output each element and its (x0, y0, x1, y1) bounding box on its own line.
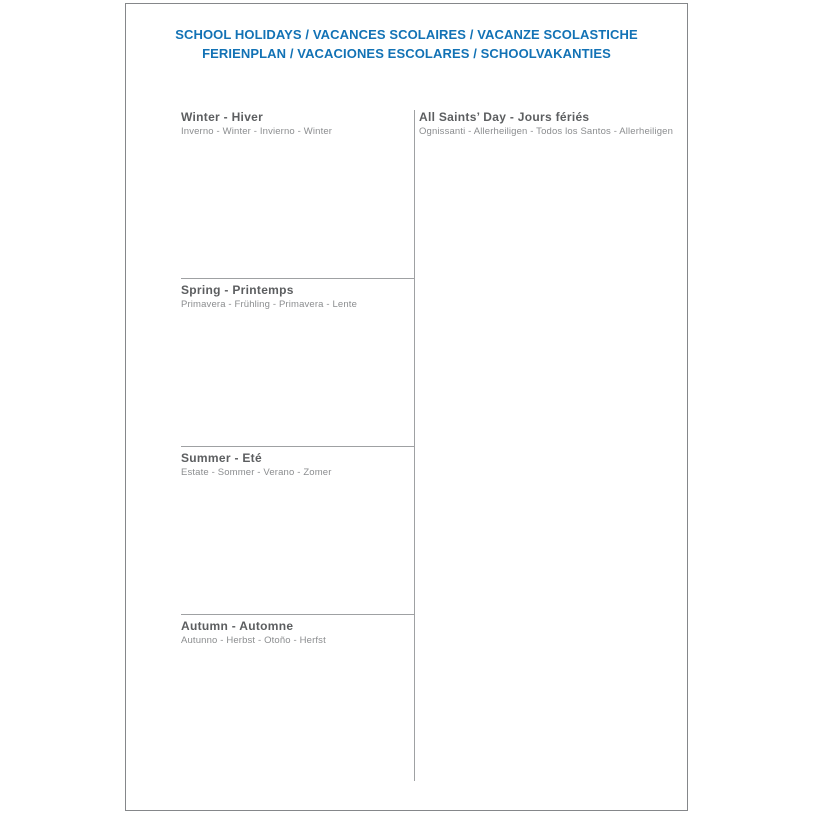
section-spring-subheading: Primavera - Frühling - Primavera - Lente (181, 299, 357, 310)
section-winter-subheading: Inverno - Winter - Invierno - Winter (181, 126, 333, 137)
section-winter (181, 110, 414, 278)
section-summer-notes-area (181, 479, 414, 599)
page-title (126, 26, 687, 63)
section-all-saints-day-notes-area (419, 138, 671, 258)
column-divider-line (414, 110, 415, 781)
section-autumn (181, 614, 414, 781)
section-summer-subheading: Estate - Sommer - Verano - Zomer (181, 467, 332, 478)
section-all-saints-day (419, 110, 671, 278)
section-autumn-heading: Autumn - Automne (181, 619, 294, 633)
section-summer (181, 446, 414, 614)
section-winter-notes-area (181, 138, 414, 258)
page-title-line2: FERIENPLAN / VACACIONES ESCOLARES / SCHOOLVAKANTIES (202, 45, 611, 61)
section-all-saints-day-subheading: Ognissanti - Allerheiligen - Todos los Santos - Allerheiligen (419, 126, 673, 137)
section-all-saints-day-heading: All Saints’ Day - Jours fériés (419, 110, 590, 124)
section-autumn-notes-area (181, 647, 414, 767)
page-title-line1: SCHOOL HOLIDAYS / VACANCES SCOLAIRES / VACANZE SCOLASTICHE (175, 27, 638, 42)
section-spring-notes-area (181, 311, 414, 431)
section-spring-heading: Spring - Printemps (181, 283, 294, 297)
section-winter-heading: Winter - Hiver (181, 110, 264, 124)
section-spring (181, 278, 414, 446)
section-autumn-subheading: Autunno - Herbst - Otoño - Herfst (181, 635, 326, 646)
planner-page (125, 3, 688, 811)
section-summer-heading: Summer - Eté (181, 451, 262, 465)
